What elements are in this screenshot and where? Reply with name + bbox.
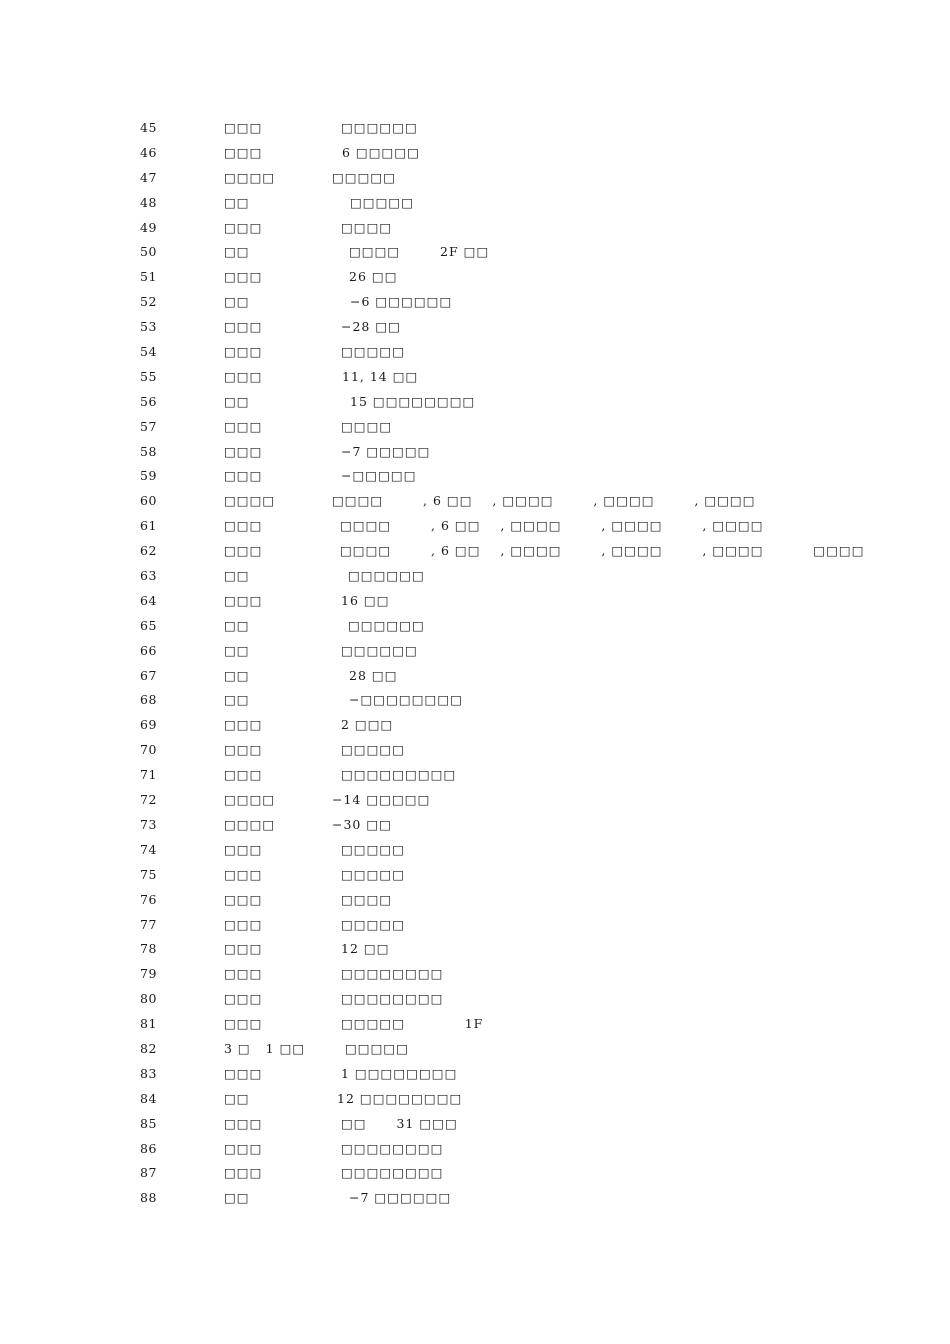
row-detail: □□□□□: [341, 344, 406, 360]
row-name: □□□: [224, 1016, 263, 1032]
row-detail: □□□□ , 6 □□ , □□□□ , □□□□ , □□□□: [340, 518, 764, 534]
row-detail: □□□□ , 6 □□ , □□□□ , □□□□ , □□□□: [332, 493, 756, 509]
row-detail: 1 □□□□□□□□: [341, 1065, 458, 1081]
row-number: 82: [140, 1040, 157, 1056]
row-number: 72: [140, 792, 157, 808]
row-name: □□□: [224, 219, 263, 235]
row-detail: −28 □□: [341, 319, 401, 335]
row-number: 55: [140, 368, 157, 384]
list-item: [0, 713, 950, 738]
row-detail: 28 □□: [349, 667, 398, 683]
list-item: [0, 1087, 950, 1112]
row-detail: 6 □□□□□: [342, 144, 420, 160]
list-item: [0, 1012, 950, 1037]
list-item: [0, 937, 950, 962]
list-item: [0, 166, 950, 191]
row-name: □□□□: [224, 493, 276, 509]
row-name: □□: [224, 692, 250, 708]
list-item: [0, 116, 950, 141]
list-item: [0, 240, 950, 265]
row-name: □□: [224, 244, 250, 260]
list-item: [0, 1037, 950, 1062]
row-name: □□□: [224, 767, 263, 783]
row-detail: □□□□□□: [348, 617, 425, 633]
row-number: 73: [140, 816, 157, 832]
row-name: □□□: [224, 592, 263, 608]
row-number: 70: [140, 742, 157, 758]
row-number: 75: [140, 866, 157, 882]
row-number: 83: [140, 1065, 157, 1081]
row-number: 60: [140, 493, 157, 509]
list-item: [0, 464, 950, 489]
row-number: 71: [140, 767, 157, 783]
list-item: [0, 738, 950, 763]
list-item: [0, 539, 950, 564]
row-number: 85: [140, 1115, 157, 1131]
row-detail: □□ 31 □□□: [341, 1115, 458, 1131]
row-number: 88: [140, 1190, 157, 1206]
row-detail: □□□□□: [350, 194, 415, 210]
row-number: 79: [140, 966, 157, 982]
row-number: 86: [140, 1140, 157, 1156]
row-name: □□: [224, 393, 250, 409]
row-detail: □□□□□: [332, 169, 397, 185]
row-name: □□: [224, 617, 250, 633]
row-detail: −7 □□□□□: [341, 443, 431, 459]
row-name: □□□: [224, 966, 263, 982]
row-name: □□: [224, 568, 250, 584]
list-item: [0, 1112, 950, 1137]
list-item: [0, 315, 950, 340]
row-name: □□□: [224, 1065, 263, 1081]
row-detail: □□□□: [341, 891, 393, 907]
row-number: 61: [140, 518, 157, 534]
row-number: 54: [140, 344, 157, 360]
row-detail: □□□□□ 1F: [341, 1016, 484, 1032]
row-number: 87: [140, 1165, 157, 1181]
row-number: 65: [140, 617, 157, 633]
row-name: □□□: [224, 991, 263, 1007]
list-item: [0, 265, 950, 290]
row-name: □□□: [224, 1115, 263, 1131]
row-name: 3 □ 1 □□: [224, 1040, 306, 1056]
row-name: □□: [224, 1190, 250, 1206]
row-name: □□□: [224, 543, 263, 559]
row-number: 67: [140, 667, 157, 683]
row-name: □□: [224, 194, 250, 210]
row-number: 63: [140, 568, 157, 584]
list-item: [0, 440, 950, 465]
row-name: □□□: [224, 742, 263, 758]
list-item: [0, 913, 950, 938]
row-name: □□□□: [224, 792, 276, 808]
list-item: [0, 688, 950, 713]
row-number: 59: [140, 468, 157, 484]
row-detail: □□□□□□: [341, 120, 418, 135]
list-item: [0, 415, 950, 440]
row-name: □□□: [224, 941, 263, 957]
row-detail: −30 □□: [332, 816, 392, 832]
row-number: 69: [140, 717, 157, 733]
list-item: [0, 216, 950, 241]
row-detail: −14 □□□□□: [332, 792, 431, 808]
row-detail: 16 □□: [341, 592, 390, 608]
row-detail: −7 □□□□□□: [349, 1190, 452, 1206]
list-item: [0, 340, 950, 365]
row-name: □□□: [224, 841, 263, 857]
row-name: □□□□: [224, 169, 276, 185]
row-detail: −□□□□□□□□: [349, 692, 463, 708]
row-number: 48: [140, 194, 157, 210]
row-number: 84: [140, 1090, 157, 1106]
row-detail: □□□□□□□□: [341, 966, 444, 982]
row-name: □□□: [224, 418, 263, 434]
row-name: □□□: [224, 891, 263, 907]
list-item: [0, 1062, 950, 1087]
row-number: 66: [140, 642, 157, 658]
document-list: [0, 116, 950, 1211]
row-detail: 12 □□: [341, 941, 390, 957]
row-detail: □□□□□□□□: [341, 991, 444, 1007]
row-name: □□□: [224, 866, 263, 882]
list-item: [0, 614, 950, 639]
row-number: 58: [140, 443, 157, 459]
row-number: 52: [140, 294, 157, 310]
row-name: □□□: [224, 1140, 263, 1156]
list-item: [0, 1161, 950, 1186]
list-item: [0, 664, 950, 689]
list-item: [0, 788, 950, 813]
row-number: 77: [140, 916, 157, 932]
list-item: [0, 962, 950, 987]
row-detail: □□□□□: [341, 841, 406, 857]
list-item: [0, 813, 950, 838]
row-name: □□□: [224, 916, 263, 932]
row-number: 57: [140, 418, 157, 434]
row-number: 80: [140, 991, 157, 1007]
row-number: 62: [140, 543, 157, 559]
list-item: [0, 863, 950, 888]
row-detail: □□□□□□□□□: [341, 767, 457, 783]
row-detail: 11, 14 □□: [342, 368, 419, 384]
row-number: 64: [140, 592, 157, 608]
row-number: 56: [140, 393, 157, 409]
row-name: □□: [224, 294, 250, 310]
list-item: [0, 639, 950, 664]
list-item: [0, 1186, 950, 1211]
row-number: 78: [140, 941, 157, 957]
list-item: [0, 987, 950, 1012]
row-detail: □□□□□: [341, 916, 406, 932]
row-detail: □□□□□□□□: [341, 1165, 444, 1181]
list-item: [0, 888, 950, 913]
row-name: □□□: [224, 344, 263, 360]
row-detail: □□□□ 2F □□: [349, 244, 490, 260]
list-item: [0, 514, 950, 539]
row-detail: −□□□□□: [341, 468, 417, 484]
row-number: 46: [140, 144, 157, 160]
row-number: 51: [140, 269, 157, 285]
list-item: [0, 141, 950, 166]
row-detail: 12 □□□□□□□□: [337, 1090, 463, 1106]
row-name: □□□: [224, 144, 263, 160]
row-detail: □□□□□□: [348, 568, 425, 584]
list-item: [0, 290, 950, 315]
row-name: □□□: [224, 717, 263, 733]
row-name: □□: [224, 667, 250, 683]
row-detail: □□□□: [341, 418, 393, 434]
list-item: [0, 564, 950, 589]
row-name: □□□: [224, 518, 263, 534]
row-name: □□□: [224, 269, 263, 285]
row-name: □□□□: [224, 816, 276, 832]
list-item: [0, 589, 950, 614]
list-item: [0, 191, 950, 216]
row-detail: 26 □□: [349, 269, 398, 285]
row-detail: □□□□□□: [341, 642, 418, 658]
row-detail: □□□□□: [341, 866, 406, 882]
row-number: 49: [140, 219, 157, 235]
row-name: □□□: [224, 368, 263, 384]
list-item: [0, 489, 950, 514]
row-number: 81: [140, 1016, 157, 1032]
row-detail: □□□□□: [345, 1040, 410, 1056]
row-detail: −6 □□□□□□: [350, 294, 453, 310]
row-detail: □□□□□□□□: [341, 1140, 444, 1156]
row-detail: 15 □□□□□□□□: [350, 393, 476, 409]
list-item: [0, 763, 950, 788]
row-name: □□: [224, 1090, 250, 1106]
row-name: □□□: [224, 468, 263, 484]
row-number: 53: [140, 319, 157, 335]
list-item: [0, 365, 950, 390]
row-detail: □□□□: [341, 219, 393, 235]
row-number: 74: [140, 841, 157, 857]
row-name: □□□: [224, 443, 263, 459]
row-number: 76: [140, 891, 157, 907]
row-name: □□□: [224, 1165, 263, 1181]
row-detail: □□□□ , 6 □□ , □□□□ , □□□□ , □□□□ □□□□: [340, 543, 865, 559]
list-item: [0, 838, 950, 863]
list-item: [0, 1137, 950, 1162]
row-detail: 2 □□□: [341, 717, 394, 733]
row-name: □□□: [224, 120, 263, 135]
row-name: □□□: [224, 319, 263, 335]
list-item: [0, 390, 950, 415]
row-name: □□: [224, 642, 250, 658]
row-number: 45: [140, 120, 157, 135]
row-number: 47: [140, 169, 157, 185]
row-number: 50: [140, 244, 157, 260]
row-number: 68: [140, 692, 157, 708]
row-detail: □□□□□: [341, 742, 406, 758]
